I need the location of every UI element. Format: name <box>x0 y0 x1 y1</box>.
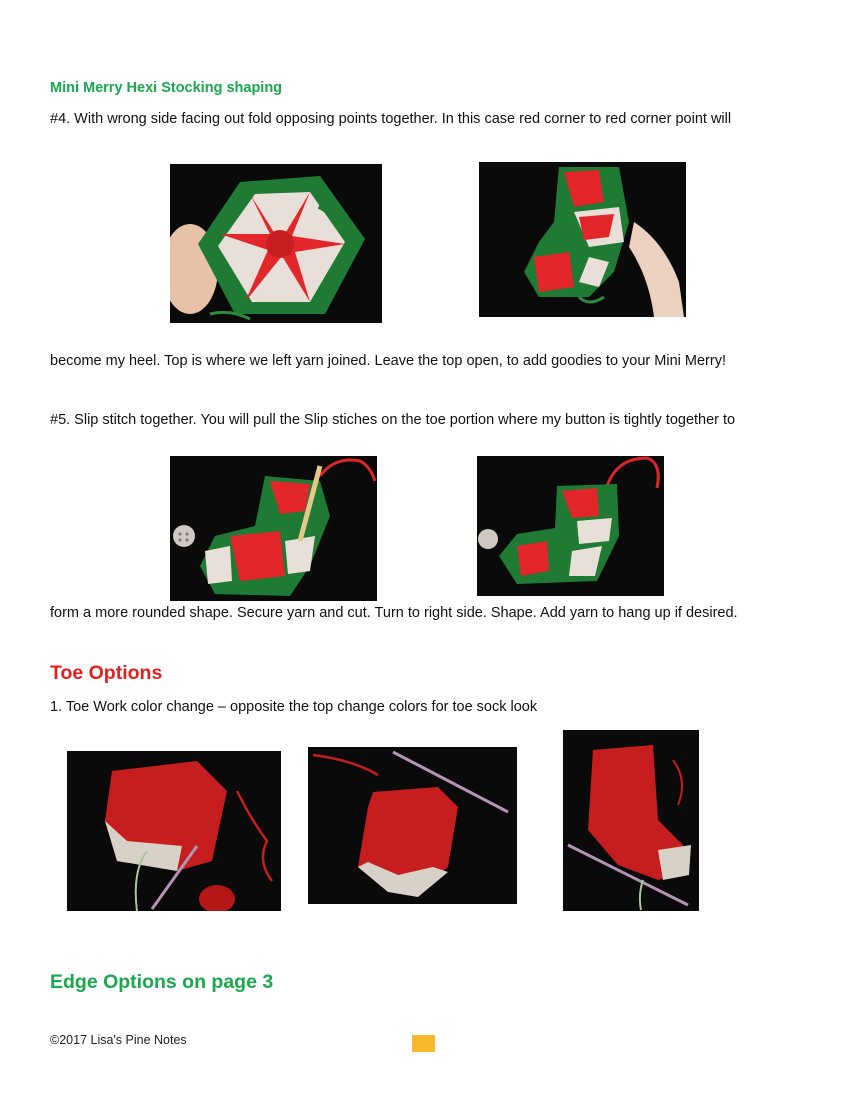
toe-hexi-photo <box>67 751 281 911</box>
folded-stocking-photo <box>479 162 686 317</box>
step5-line1: #5. Slip stitch together. You will pull the Slip stiches on the toe portion where my button is tightly together to <box>50 412 736 428</box>
step5-line2: form a more rounded shape. Secure yarn and cut. Turn to right side. Shape. Add yarn to hang up if desired. <box>50 605 738 621</box>
step4-line2: become my heel. Top is where we left yarn joined. Leave the top open, to add goodies to your Mini Merry! <box>50 353 726 369</box>
section-title: Mini Merry Hexi Stocking shaping <box>50 80 283 96</box>
footer-copyright: ©2017 Lisa's Pine Notes <box>50 1033 187 1047</box>
finished-stocking-photo <box>477 456 664 596</box>
toe-hook-photo <box>308 747 517 904</box>
page-badge <box>412 1035 435 1052</box>
toe-options-heading: Toe Options <box>50 662 163 684</box>
toe-step1: 1. Toe Work color change – opposite the top change colors for toe sock look <box>50 699 538 715</box>
edge-options-heading: Edge Options on page 3 <box>50 971 274 993</box>
hexi-flat-photo <box>170 164 382 323</box>
slip-stitch-hook-photo <box>170 456 377 601</box>
step4-line1: #4. With wrong side facing out fold opposing points together. In this case red corner to red corner point will <box>50 111 732 127</box>
toe-stocking-photo <box>563 730 699 911</box>
